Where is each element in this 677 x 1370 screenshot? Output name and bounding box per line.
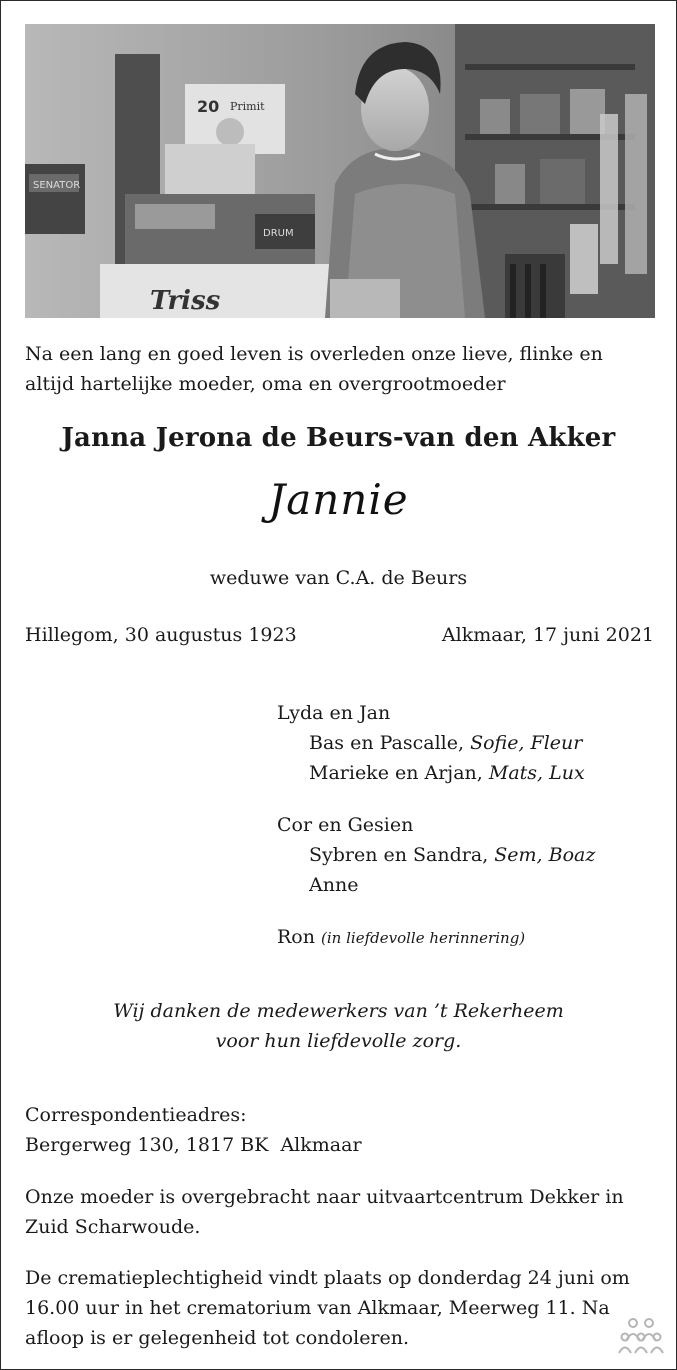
correspondence-block [25, 1100, 657, 1160]
family-parent: Lyda en Jan [277, 702, 391, 724]
sign-number: 20 [197, 97, 220, 116]
photo-illustration [25, 24, 655, 318]
intro-text: Na een lang en goed leven is overleden onze lieve, flinke en altijd hartelijke moeder, oma en overgrootmoeder [25, 343, 603, 395]
family-child [277, 840, 595, 870]
family-child [277, 728, 595, 758]
memorial-name: Ron [277, 926, 315, 948]
family-child [277, 758, 595, 788]
deceased-nickname: Jannie [268, 475, 409, 524]
family-group [277, 810, 595, 900]
family-list [277, 698, 595, 975]
sign-text: Primit [230, 100, 265, 113]
grandchildren-names: Sofie, Fleur [470, 732, 583, 754]
child-names: Sybren en Sandra, [309, 844, 489, 866]
correspondence-address: Bergerweg 130, 1817 BK Alkmaar [25, 1134, 362, 1156]
box-label-drum: DRUM [263, 228, 294, 239]
transfer-text: Onze moeder is overgebracht naar uitvaartcentrum Dekker in Zuid Scharwoude. [25, 1186, 624, 1238]
death-place-date: Alkmaar, 17 juni 2021 [441, 624, 654, 646]
family-parent: Cor en Gesien [277, 814, 414, 836]
thanks-line-1: Wij danken de medewerkers van ’t Rekerheem [113, 1000, 564, 1022]
child-names: Anne [309, 874, 359, 896]
child-names: Marieke en Arjan, [309, 762, 483, 784]
correspondence-label: Correspondentieadres: [25, 1104, 247, 1126]
memorial-note: (in liefdevolle herinnering) [321, 929, 526, 947]
family-group [277, 698, 595, 788]
family-memorial [277, 922, 595, 953]
child-names: Bas en Pascalle, [309, 732, 465, 754]
vintage-shop-photo [25, 24, 655, 318]
crate-label: Triss [150, 286, 221, 316]
family-child [277, 870, 595, 900]
grandchildren-names: Mats, Lux [488, 762, 585, 784]
grandchildren-names: Sem, Boaz [494, 844, 596, 866]
box-label-senator: SENATOR [33, 180, 81, 191]
community-people-icon [618, 1317, 664, 1355]
family-group [277, 922, 595, 953]
widow-of-line: weduwe van C.A. de Beurs [209, 567, 468, 589]
ceremony-text: De crematieplechtigheid vindt plaats op donderdag 24 juni om 16.00 uur in het crematorium van Alkmaar, Meerweg 11. Na afloop is er gelegenheid tot condoleren. [25, 1267, 630, 1349]
birth-place-date: Hillegom, 30 augustus 1923 [25, 624, 297, 646]
deceased-full-name: Janna Jerona de Beurs-van den Akker [61, 423, 616, 453]
thanks-line-2: voor hun liefdevolle zorg. [215, 1030, 462, 1052]
thanks-text [1, 996, 676, 1056]
